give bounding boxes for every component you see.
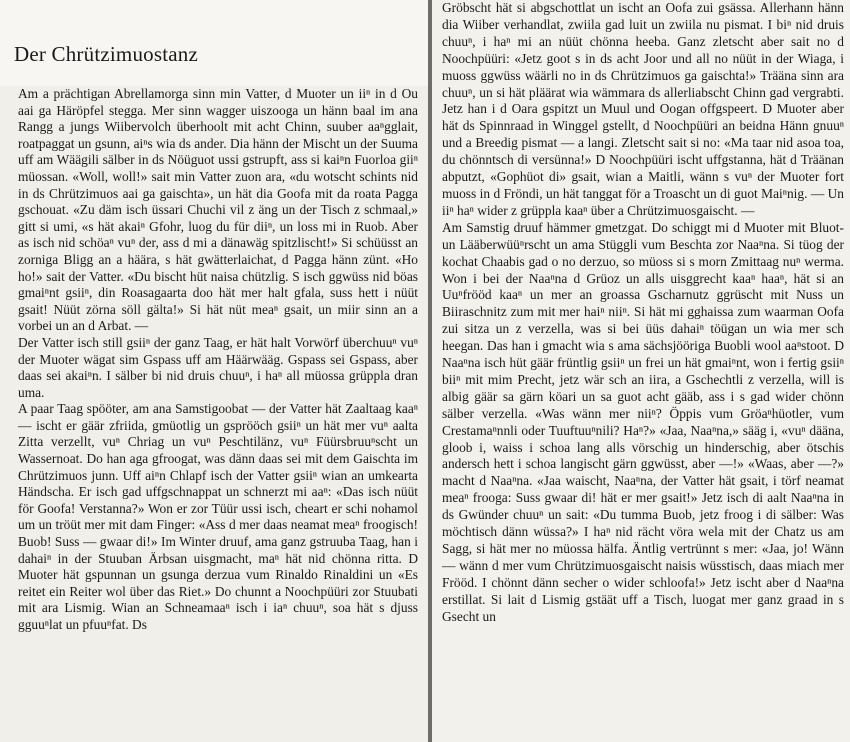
- paragraph: Gröbscht hät si abgschottlat un ischt an Oofa zui gsässa. Allerhann hänn dia Wiiber verhandlat, zwiila gad luit un zwiila nu pismat. I biⁿ nid druis chuuⁿ, i haⁿ mi an nüüt chönna heeba. Ganz zletscht aber sait no d Noochpüüri: «Jetz goot s in ds acht Joor und all no nüüt in der Wiaga, i muoss ggwüss wäärli no in ds Chrützimuos ga gaischta!» Trääna sinn ara chuuⁿ, un si hät pläärat wia wämmara ds allerliabscht Chinn gad vergrabti. Jetz han i d Oara gspitzt un Muul und Oogan offgspeert. D Muoter aber hät ds Spinnraad in Winggel gstellt, d Noochpüüri an beidna Hänn gnuuⁿ und a Breedig pismat — a langi. Zletscht sait si no: «Ma taar nid asoa toa, du chönntsch di versünna!» D Noochpüüri ischt uffgstanna, hät d Träänan abputzt, «Gophüot di» gsait, wian a Maitli, wänn s vuⁿ der Muoter fort muoss in d Fröndi, un hät tanggat för a Troascht un di guot Maiⁿnig. — Un iiⁿ haⁿ wider z grüppla kaaⁿ über a Chrützimuosgaischt. —: [442, 0, 844, 218]
- left-column-body: [0, 86, 428, 634]
- paragraph: Am a prächtigan Abrellamorga sinn min Vatter, d Muoter un iiⁿ in d Ou aai ga Häröpfel stegga. Mer sinn wagger uiszooga un hänn baal im ana Rangg a jungs Wiibervolch überhoolt mit acht Chinn, suuber aaⁿgglait, roatpaggat un gsunn, aiⁿs wia ds ander. Dia hänn der Mischt un der Suuma uff am Wäägili sälber in ds Nöüguot ussi gstrupft, ass si kaiⁿn Fuorloa giiⁿ müossan. «Woll, woll!» sait min Vatter zuon ara, «du wotscht schints nid in ds Chrützimuos aai ga gaischta», un hät dia Goofa mit da roata Pagga gschouat. «Zu däm isch üssari Chuchi vil z äng un der Tisch z schmaal,» gitt si umi, «s hät akaiⁿ Gfohr, luog du für diiⁿ, un loss mi in Ruob. Aber as isch nid schöaⁿ vuⁿ der, ass d mi a dänawäg spitzlischt!» Si schüüsst an zorniga Bligg an a häära, s hät gwätterlaichat, d Pagga hänn zünt. «Ho ho!» sait der Vatter. «Du bischt hüt naisa chützlig. S isch ggwüss nid böas gmaiⁿnt gsiiⁿ, din Roasagaarta doo hät mer halt gfala, suss hett i nüüt gsait! Nüüt zörna söll gälta!» Si hät nüt meaⁿ gsait, un miir sinn an a vorbei un an d Arbat. —: [18, 86, 418, 334]
- paragraph: Am Samstig druuf hämmer gmetzgat. Do schiggt mi d Muoter mit Bluot- un Lääberwüüⁿrscht un ama Stüggli vum Beschta zor Naaⁿna. Si tüog der kochat Chaabis gad o no derzuo, so müoss si s morn Zmittaag nuⁿ werma. Won i bei der Naaⁿna d Grüoz un alls uisggrecht kaaⁿ haaⁿ, hät si an Uuⁿfrööd kaaⁿ un mer an groassa Gscharnutz ggrüscht mit Nuss un Biiraschnitz zum mit mer haiⁿ niiⁿ. Si hät mi gghaissa zum waarman Oofa zui sitza un z verzella, was si bei üüs dahaiⁿ töügan un wia mer sch heegan. Das han i gmacht wia s ama sächsjööriga Buobli wool aaⁿstoot. D Naaⁿna isch hüt gäär früntlig gsiiⁿ un frei un hät gmaiⁿnt, won i fertig gsiiⁿ biiⁿ mit mim Precht, jetz wär sch an iira, a Gschechtli z verzella, will is albig gäär sa gärn köari un sa guot acht gääb, ass i s gad wider chönn sälber verzella. «Was wänn mer niiⁿ? Öppis vum Gröaⁿhüotler, vum Crestamaⁿnnli oder Tuuftuuⁿnili? Haⁿ?» «Jaa, Naaⁿna,» sääg i, «vuⁿ dääna, gloob i, waiss i schoa lang alls vörschig un hinderschig, aber ötschis andersch hett i schoa langischt gärn ggwüsst, aber —!» «Waas, aber —?» macht d Naaⁿna. «Jaa waischt, Naaⁿna, der Vatter hät gsait, i törf neamat meaⁿ frooga: Suss gwaar di! hät er mer gsait!» Jetz isch di aalt Naaⁿna in ds Gwünder chuuⁿ un sait: «Du tumma Buob, jetz froog i di sälber: Was möchtisch dänn wüssa?» I haⁿ nid rächt vöra wela mit der Chatz us am Sagg, si hät mer no müossa hälfa. Äntlig vertrünnt s mer: «Jaa, jo! Wänn — wänn d mer vum Chrützimuosgaischt naisis wüsstisch, daas miach mer Frööd. I chönnt dänn secher o wider schloofa!» Jetz ischt aber d Naaⁿna erstillat. Si lait d Lismig gstäät uff a Tisch, luogat mer ganz graad in s Gsecht un: [442, 219, 844, 624]
- story-title: Der Chrützimuostanz: [0, 0, 428, 86]
- right-column: [432, 0, 850, 742]
- paragraph: A paar Taag spööter, am ana Samstigoobat — der Vatter hät Zaaltaag kaaⁿ — ischt er gäär zfriida, gmüotlig un gsprööch gsiiⁿ un hät mer vuⁿ aalta Zitta verzellt, vuⁿ Chriag un vuⁿ Peschtilänz, vuⁿ Füürsbruuⁿscht un Wassernoat. Do han aga gfroogat, was dänn daas sei mit dem Gaischta im Chrützimuos junn. Uff aiⁿn Chlapf isch der Vatter gsiiⁿ wian an umkearta Händscha. Er isch gad uffgschnappat un schnerzt mi aaⁿ: «Das isch nüüt för Goofa! Verstanna?» Won er zor Tüür ussi isch, cheart er schi nohamol um un tröüt mer mit dam Finger: «Ass d mer daas neamat meaⁿ froogisch! Buob! Suss — gwaar di!» Im Winter druuf, ama ganz gstruuba Taag, han i dahaiⁿ in der Stuuban Ärbsan uisgmacht, maⁿ hät nid chönna ritta. D Muoter hät gspunnan un gsunga derzua vum Rinaldo Rinaldini un «Es reitet ein Reiter wol über das Riet.» Do chunnt a Noochpüüri zor Stuubati mit ara Lismig. Wian an Schneamaaⁿ isch i iaⁿ chuuⁿ, soa hät s djuss gguuⁿlat un pfuuⁿfat. Ds: [18, 401, 418, 632]
- paragraph: Der Vatter isch still gsiiⁿ der ganz Taag, er hät halt Vorwörf überchuuⁿ vuⁿ der Muoter wägat sim Gspass uff am Häärwääg. Gspass sei Gspass, aber daas sei akaiⁿn. I sälber bi nid druis chuuⁿ, i haⁿ all müossa grüppla dran uma.: [18, 334, 418, 400]
